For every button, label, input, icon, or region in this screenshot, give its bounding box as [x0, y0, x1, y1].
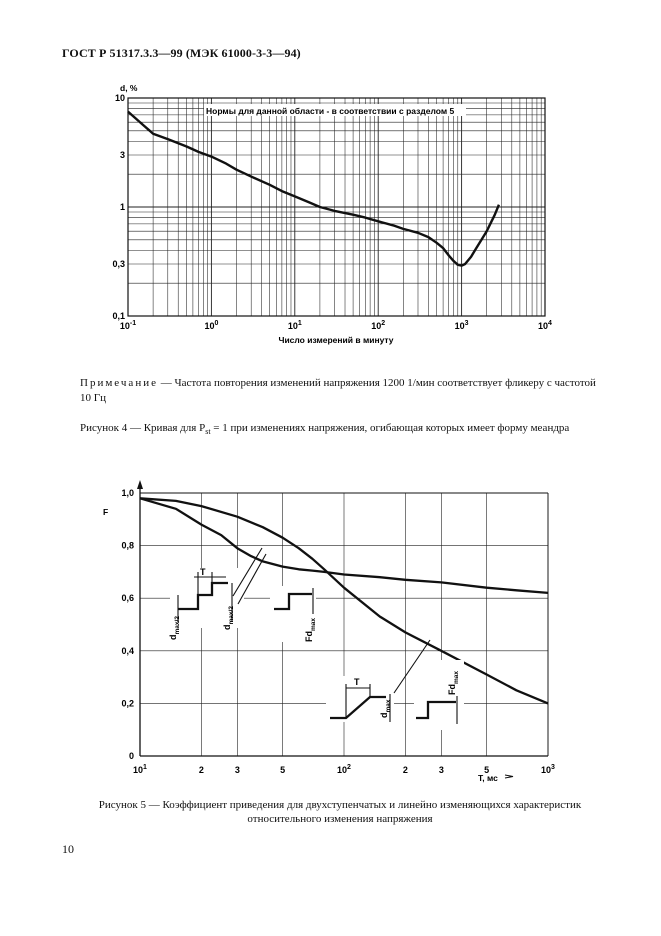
y-axis-label: F [103, 507, 109, 517]
inset-dmax-half-label: $d_{max/2}$ [168, 616, 181, 640]
y-tick-label: 10 [114, 93, 125, 103]
x-axis-label: Число измерений в минуту [278, 335, 394, 345]
x-axis-label-arrow [505, 775, 513, 778]
note-lead: Примечание [80, 377, 158, 389]
x-tick-label: 5 [280, 765, 286, 775]
x-tick-label: 3 [234, 765, 240, 775]
page-number: 10 [62, 842, 74, 856]
y-tick-label: 0,6 [121, 593, 134, 604]
inset-T-label: T [200, 567, 206, 577]
chart-reduction-factor [103, 480, 555, 783]
y-tick-label: 0,2 [121, 698, 134, 709]
x-tick-label: 2 [402, 765, 408, 775]
inset-ramp-fd-label: $Fd_{max}$ [447, 670, 460, 695]
x-tick-label: $10^1$ [287, 320, 302, 331]
x-tick-label: $10^0$ [204, 320, 219, 331]
x-tick-label: 3 [438, 765, 444, 775]
y-axis-label: d, % [120, 83, 138, 93]
y-tick-label: 0,8 [121, 540, 134, 551]
inset-ramp-dmax-label: $d_{max}$ [379, 699, 392, 718]
x-tick-label: $10^1$ [133, 764, 147, 775]
figure4-caption-sub: st [205, 427, 211, 437]
inset-dmax-half-label: $d_{max/2}$ [222, 606, 235, 630]
inset-fd-label: $Fd_{max}$ [304, 617, 317, 642]
y-tick-label: 1,0 [121, 488, 134, 498]
y-tick-label: 0,3 [112, 258, 125, 269]
x-tick-label: $10^{-1}$ [119, 320, 137, 331]
y-tick-label: 0,4 [121, 645, 134, 656]
x-tick-label: $10^2$ [371, 320, 386, 331]
y-tick-label: 0,1 [112, 311, 125, 321]
y-tick-label: 3 [119, 149, 125, 160]
x-axis-label: T, мс [478, 773, 498, 783]
x-tick-label: 2 [198, 765, 204, 775]
chart-annotation: Нормы для данной области - в соответствии с разделом 5 [206, 106, 455, 116]
chart-flicker-limit-curve [112, 83, 552, 345]
figure4-caption-start: Рисунок 4 — Кривая для P [80, 422, 206, 434]
figure4-caption-end: = 1 при изменениях напряжения, огибающая которых имеет форму меандра [210, 422, 570, 434]
x-tick-label: $10^4$ [538, 320, 552, 331]
x-tick-label: 5 [484, 765, 490, 775]
figure5-caption: Рисунок 5 — Коэффициент приведения для двухступенчатых и линейно изменяющихся характеристик относительного изменения напряжения [98, 799, 582, 825]
document-header: ГОСТ Р 51317.3.3—99 (МЭК 61000-3-3—94) [62, 46, 301, 60]
figure4-note [80, 376, 600, 406]
y-tick-label: 0 [128, 751, 134, 761]
x-tick-label: $10^3$ [541, 764, 555, 775]
inset-ramp-T-label: T [354, 677, 360, 687]
y-tick-label: 1 [119, 202, 125, 212]
y-axis-arrow [137, 480, 143, 489]
x-tick-label: $10^3$ [454, 320, 469, 331]
figure4-caption [80, 422, 569, 436]
note-text: — Частота повторения изменений напряжения 1200 1/мин соответствует фликеру с частотой 10 Гц [80, 377, 596, 404]
x-tick-label: $10^2$ [337, 764, 351, 775]
